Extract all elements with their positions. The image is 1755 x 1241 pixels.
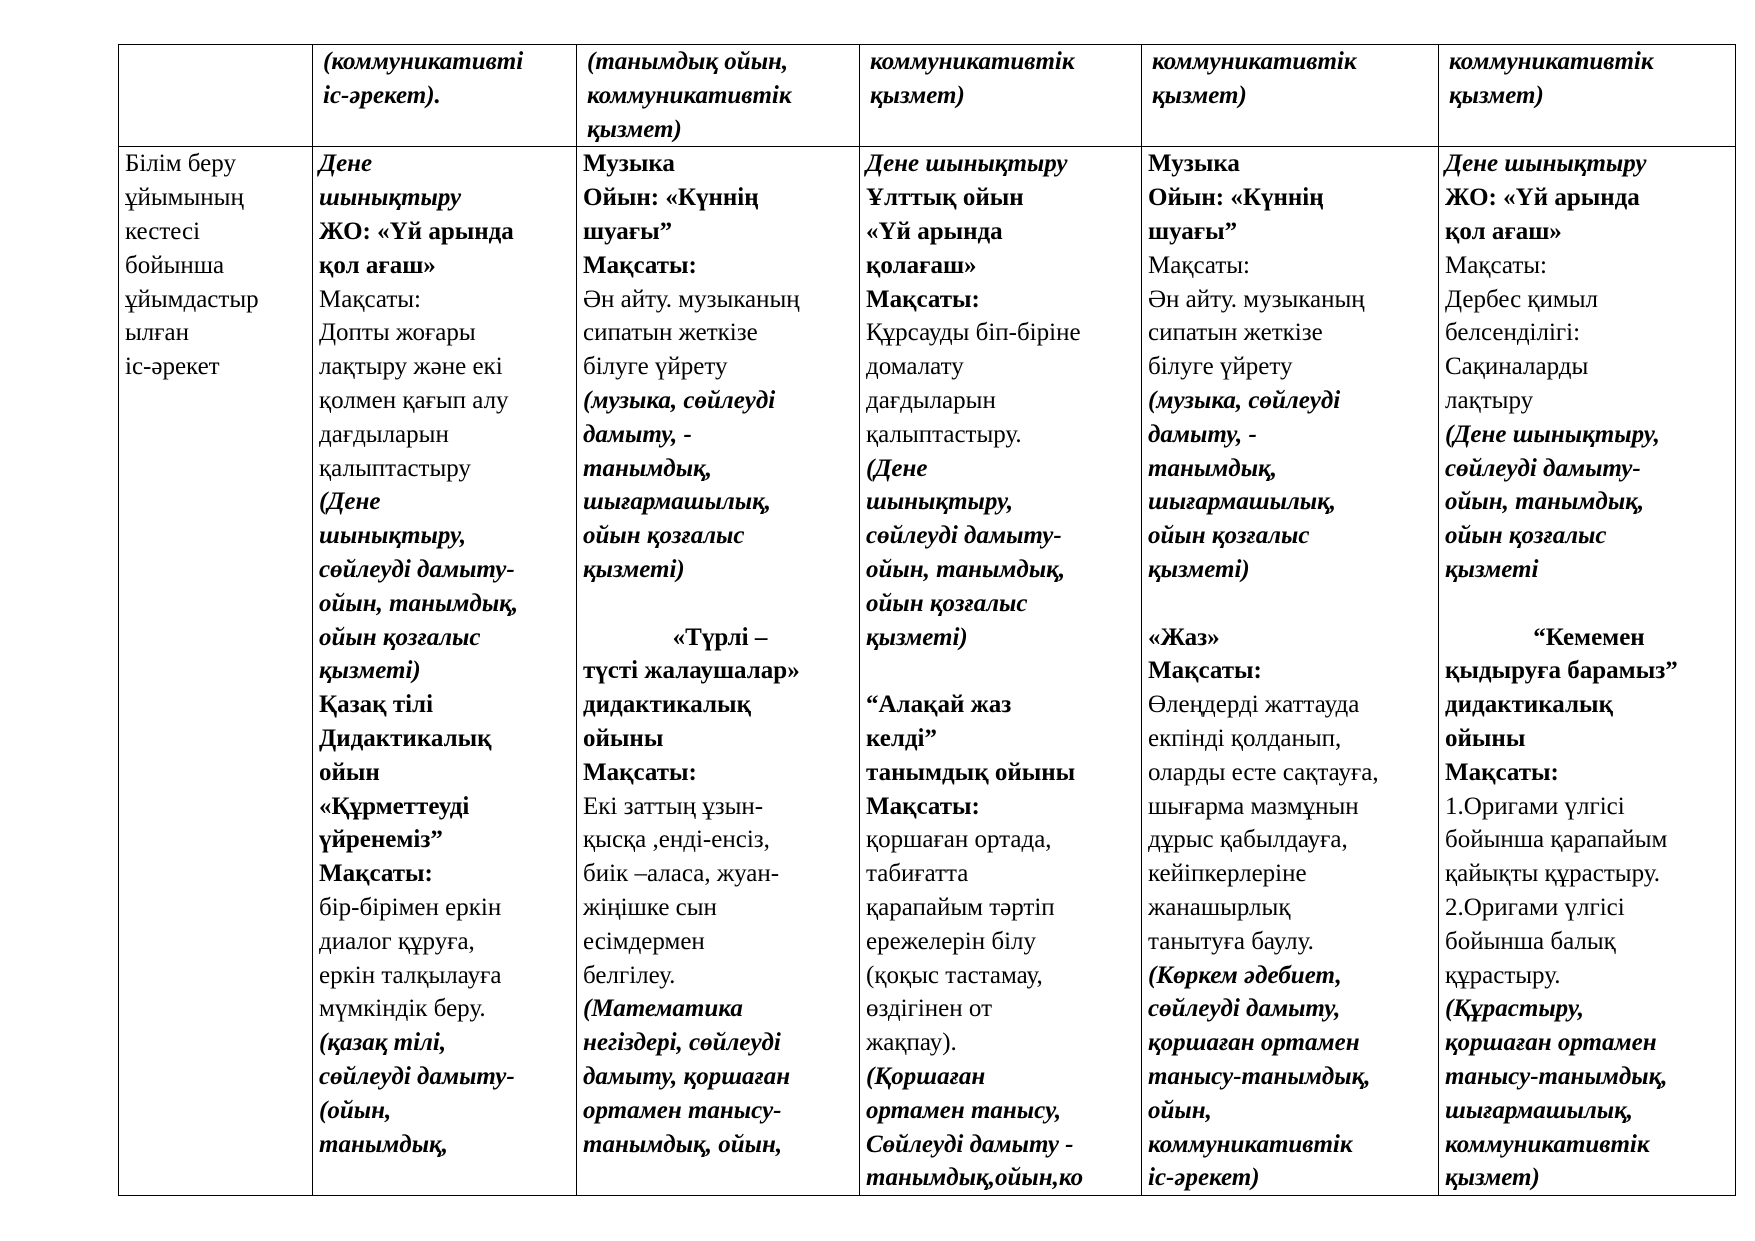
cell-line: коммуникативтік	[1152, 48, 1357, 75]
cell-line: қызметі)	[1148, 555, 1250, 583]
cell-line: дұрыс қабылдауға,	[1148, 826, 1348, 854]
cell-line: жақпау).	[866, 1029, 957, 1057]
cell-line: (қоқыс тастамау,	[866, 961, 1043, 989]
header-cell-day-1	[313, 45, 577, 147]
cell-line: дағдыларын	[319, 420, 449, 448]
cell-line: қызмет)	[587, 115, 682, 143]
cell-line: (коммуникативті	[323, 48, 524, 75]
cell-line: (қазақ тілі,	[319, 1029, 447, 1057]
cell-line: қызмет)	[1449, 81, 1544, 109]
cell-line: Мақсаты:	[1148, 657, 1262, 685]
cell-line: Дербес қимыл	[1445, 285, 1599, 313]
cell-line: іс-әрекет	[125, 353, 220, 381]
cell-line: қолағаш»	[866, 251, 977, 279]
cell-line: сөйлеуді дамыту-	[319, 555, 515, 583]
cell-line: танымдық,ойын,ко	[866, 1164, 1084, 1192]
cell-line: еркін талқылауға	[319, 961, 502, 989]
cell-line: Мақсаты:	[319, 860, 433, 888]
cell-line: Мақсаты:	[866, 792, 980, 820]
cell-line: Допты жоғары	[319, 319, 476, 347]
cell-line: Сөйлеуді дамыту -	[866, 1130, 1074, 1158]
cell-line: танымдық ойыны	[866, 758, 1076, 786]
cell-line: 1.Оригами үлгісі	[1445, 792, 1625, 820]
cell-line: дағдыларын	[866, 386, 996, 414]
cell-line: «Түрлі –	[672, 623, 768, 651]
cell-line: екпінді қолданып,	[1148, 724, 1342, 752]
cell-line: мүмкіндік беру.	[319, 995, 486, 1023]
cell-line: лақтыру	[1445, 386, 1534, 414]
cell-line: белсенділігі:	[1445, 319, 1581, 347]
cell-line: қызмет)	[870, 81, 965, 109]
cell-line: (Құрастыру,	[1445, 995, 1584, 1023]
activity-cell-day-5	[1439, 147, 1736, 1196]
header-cell-day-3	[860, 45, 1142, 147]
cell-line: Сақиналарды	[1445, 353, 1589, 381]
cell-line: Мақсаты:	[1445, 251, 1547, 279]
cell-line: шығармашылық,	[583, 488, 772, 516]
cell-line: дидактикалық	[583, 691, 751, 719]
cell-line: өздігінен от	[866, 995, 992, 1023]
cell-line: қоршаған ортамен	[1445, 1029, 1657, 1057]
header-row	[119, 45, 1736, 147]
cell-line: Мақсаты:	[866, 285, 980, 313]
cell-line: ойын, танымдық,	[319, 589, 519, 617]
header-cell-day-2	[577, 45, 860, 147]
cell-line: сипатын жеткізе	[583, 319, 758, 347]
cell-line: Дидактикалық	[319, 724, 492, 752]
cell-line: ЖО: «Үй арында	[1445, 184, 1640, 212]
cell-line: коммуникативтік	[1148, 1130, 1353, 1158]
cell-line: Қазақ тілі	[319, 691, 434, 719]
cell-line: Дене	[319, 150, 373, 178]
cell-line: Музыка	[1148, 150, 1240, 178]
cell-line: білуге үйрету	[583, 353, 728, 381]
cell-line: қолмен қағып алу	[319, 386, 509, 414]
cell-line: танымдық,	[583, 454, 712, 482]
cell-line: 2.Оригами үлгісі	[1445, 893, 1625, 921]
cell-line: қалыптастыру.	[866, 420, 1022, 448]
cell-line: ойын	[319, 758, 380, 786]
cell-line: дамыту, -	[1148, 420, 1257, 448]
cell-line: коммуникативтік	[587, 81, 792, 109]
cell-line	[1445, 587, 1733, 621]
cell-line: шығармашылық,	[1445, 1096, 1634, 1124]
cell-line: танымдық,	[319, 1130, 448, 1158]
cell-line: Музыка	[583, 150, 675, 178]
row-label-cell	[119, 45, 313, 147]
cell-line: дамыту, -	[583, 420, 692, 448]
activity-cell-day-2	[577, 147, 860, 1196]
cell-line: қызметі)	[319, 657, 421, 685]
cell-line: сөйлеуді дамыту-	[866, 522, 1062, 550]
cell-line: ойын қозғалыс	[1148, 522, 1310, 550]
cell-line: қызметі	[1445, 555, 1539, 583]
cell-line: домалату	[866, 353, 964, 381]
cell-line: ойыны	[583, 724, 664, 752]
cell-line: лақтыру және екі	[319, 353, 503, 381]
cell-line: қызмет)	[1152, 81, 1247, 109]
cell-line: Мақсаты:	[583, 251, 697, 279]
cell-line: (Дене	[319, 488, 381, 516]
cell-line: коммуникативтік	[1445, 1130, 1650, 1158]
cell-line: бойынша балық	[1445, 927, 1616, 955]
cell-line: ойын, танымдық,	[1445, 488, 1645, 516]
cell-line: танысу-танымдық,	[1445, 1062, 1668, 1090]
cell-line: ұйымының	[125, 184, 244, 212]
cell-line: Мақсаты:	[583, 758, 697, 786]
cell-line: жанашырлық	[1148, 893, 1291, 921]
cell-line: (танымдық ойын,	[587, 48, 789, 75]
cell-line: белгілеу.	[583, 961, 676, 989]
cell-line: кестесі	[125, 217, 201, 245]
cell-line: (музыка, сөйлеуді	[583, 386, 776, 414]
activity-row	[119, 147, 1736, 1196]
cell-line: Ойын: «Күннің	[1148, 184, 1324, 212]
cell-line: шынықтыру,	[866, 488, 1014, 516]
cell-line: (Дене	[866, 454, 928, 482]
cell-line: білуге үйрету	[1148, 353, 1293, 381]
cell-line: түсті жалаушалар»	[583, 657, 800, 685]
cell-line: (Математика	[583, 995, 743, 1023]
cell-line: бойынша	[125, 251, 225, 279]
cell-line: танысу-танымдық,	[1148, 1062, 1371, 1090]
cell-line: танымдық, ойын,	[583, 1130, 783, 1158]
cell-line: үйренеміз”	[319, 826, 443, 854]
cell-line: қарапайым тәртіп	[866, 893, 1055, 921]
cell-line: шығарма мазмұнын	[1148, 792, 1359, 820]
cell-line: ойын қозғалыс	[319, 623, 481, 651]
activity-cell-day-3	[860, 147, 1142, 1196]
cell-line: ойын қозғалыс	[583, 522, 745, 550]
cell-line: “Алақай жаз	[866, 691, 1012, 719]
cell-line: Өлеңдерді жаттауда	[1148, 691, 1360, 719]
cell-line: негіздері, сөйлеуді	[583, 1029, 781, 1057]
cell-line: Дене шынықтыру	[866, 150, 1068, 178]
cell-line: танытуға баулу.	[1148, 927, 1314, 955]
activity-cell-day-4	[1142, 147, 1439, 1196]
cell-line: ойын қозғалыс	[1445, 522, 1607, 550]
cell-line: Мақсаты:	[1148, 251, 1250, 279]
cell-line: ойын,	[1148, 1096, 1212, 1124]
header-cell-day-4	[1142, 45, 1439, 147]
cell-line: сөйлеуді дамыту,	[1148, 995, 1341, 1023]
cell-line: коммуникативтік	[1449, 48, 1654, 75]
cell-line: (Дене шынықтыру,	[1445, 420, 1660, 448]
cell-line: жіңішке сын	[583, 893, 717, 921]
cell-line: ортамен танысу,	[866, 1096, 1062, 1124]
cell-line: сөйлеуді дамыту-	[319, 1062, 515, 1090]
cell-line: “Кемемен	[1533, 623, 1645, 651]
cell-line: ойын, танымдық,	[866, 555, 1066, 583]
cell-line: есімдермен	[583, 927, 705, 955]
cell-line: Құрсауды біп-біріне	[866, 319, 1081, 347]
cell-line: Екі заттың ұзын-	[583, 792, 764, 820]
cell-line: шуағы”	[583, 217, 673, 245]
cell-line: (ойын,	[319, 1096, 392, 1124]
cell-line: келді”	[866, 724, 937, 752]
cell-line: қол ағаш»	[319, 251, 436, 279]
cell-line: іс-әрекет)	[1148, 1164, 1260, 1192]
activity-cell-day-1	[313, 147, 577, 1196]
cell-line: сипатын жеткізе	[1148, 319, 1323, 347]
cell-line: қызметі)	[866, 623, 968, 651]
cell-line: іс-әрекет).	[323, 81, 441, 109]
cell-line: ортамен танысу-	[583, 1096, 782, 1124]
cell-line: құрастыру.	[1445, 961, 1561, 989]
schedule-sheet	[118, 44, 1736, 1196]
cell-line: танымдық,	[1148, 454, 1277, 482]
cell-line: қалыптастыру	[319, 454, 471, 482]
cell-line: оларды есте сақтауға,	[1148, 758, 1379, 786]
row-label-cell	[119, 147, 313, 1196]
cell-line: қыдыруға барамыз”	[1445, 657, 1678, 685]
cell-line: (музыка, сөйлеуді	[1148, 386, 1341, 414]
cell-line: қысқа ,енді-енсіз,	[583, 826, 770, 854]
cell-line: ойын қозғалыс	[866, 589, 1028, 617]
cell-line: табиғатта	[866, 860, 969, 888]
cell-line: ұйымдастыр	[125, 285, 259, 313]
cell-line: ережелерін білу	[866, 927, 1037, 955]
cell-line: бір-бірімен еркін	[319, 893, 502, 921]
cell-line: дамыту, қоршаған	[583, 1062, 791, 1090]
cell-line: ойыны	[1445, 724, 1526, 752]
cell-line: Білім беру	[125, 150, 236, 178]
cell-line: Мақсаты:	[1445, 758, 1559, 786]
cell-line: кейіпкерлеріне	[1148, 860, 1307, 888]
cell-line: Ән айту. музыканың	[583, 285, 800, 313]
cell-line: ылған	[125, 319, 190, 347]
cell-line: қол ағаш»	[1445, 217, 1562, 245]
cell-line: қоршаған ортада,	[866, 826, 1052, 854]
cell-line: коммуникативтік	[870, 48, 1075, 75]
cell-line: қоршаған ортамен	[1148, 1029, 1360, 1057]
cell-line: ЖО: «Үй арында	[319, 217, 514, 245]
cell-line: шығармашылық,	[1148, 488, 1337, 516]
header-cell-day-5	[1439, 45, 1736, 147]
cell-line: қызметі)	[583, 555, 685, 583]
cell-line: қызмет)	[1445, 1164, 1540, 1192]
cell-line: шуағы”	[1148, 217, 1238, 245]
cell-line: Ұлттық ойын	[866, 184, 1024, 212]
cell-line: Ән айту. музыканың	[1148, 285, 1365, 313]
cell-line: дидактикалық	[1445, 691, 1613, 719]
cell-line: биік –аласа, жуан-	[583, 860, 780, 888]
cell-line: бойынша қарапайым	[1445, 826, 1668, 854]
cell-line: Дене шынықтыру	[1445, 150, 1647, 178]
cell-line: шынықтыру,	[319, 522, 467, 550]
cell-line: сөйлеуді дамыту-	[1445, 454, 1641, 482]
cell-line: (Қоршаған	[866, 1062, 986, 1090]
cell-line	[1148, 587, 1436, 621]
cell-line: «Үй арында	[866, 217, 1003, 245]
cell-line: (Көркем әдебиет,	[1148, 961, 1342, 989]
cell-line	[866, 654, 1139, 688]
cell-line	[583, 587, 857, 621]
cell-line: «Жаз»	[1148, 623, 1220, 651]
cell-line: қайықты құрастыру.	[1445, 860, 1661, 888]
cell-line: Мақсаты:	[319, 285, 421, 313]
cell-line: «Құрметтеуді	[319, 792, 470, 820]
cell-line: диалог құруға,	[319, 927, 475, 955]
cell-line: шынықтыру	[319, 184, 462, 212]
cell-line: Ойын: «Күннің	[583, 184, 759, 212]
schedule-table	[118, 44, 1736, 1196]
